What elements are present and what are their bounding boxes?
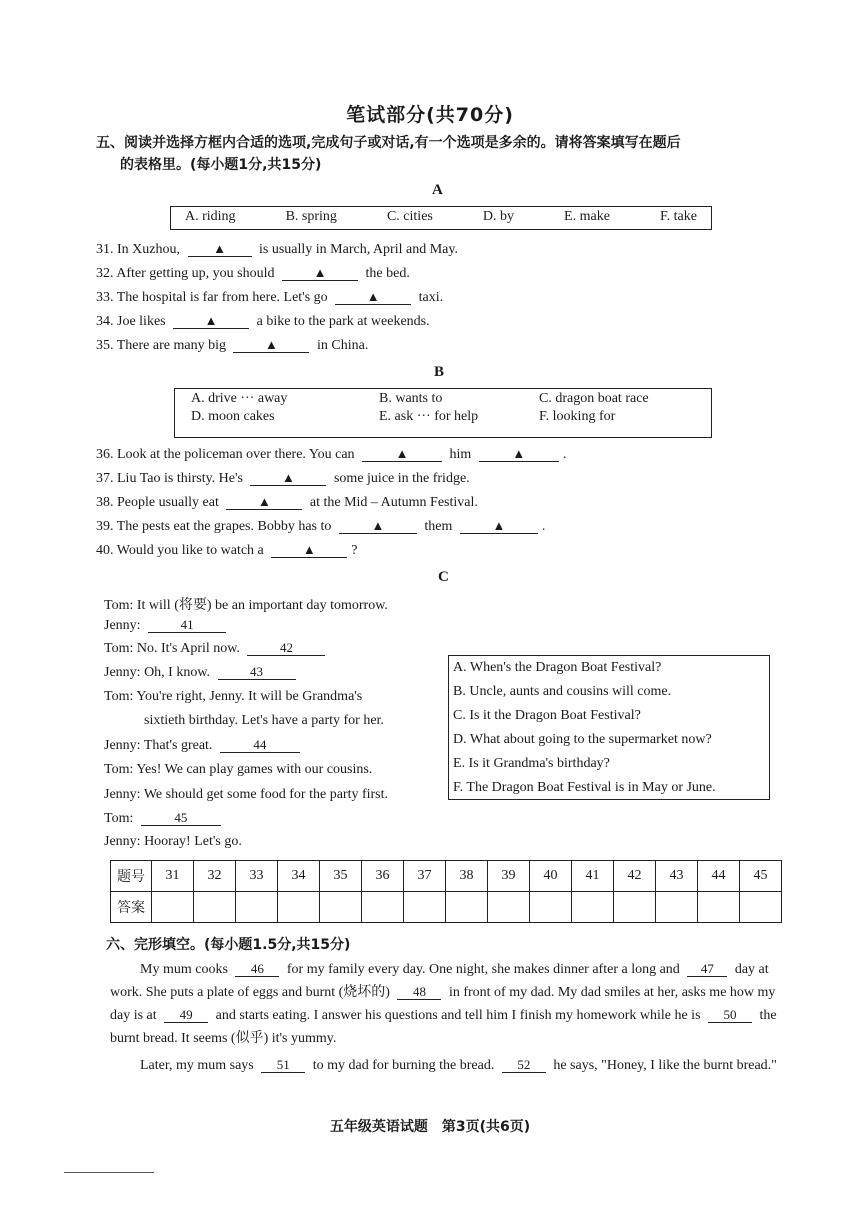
question-38 [96, 494, 478, 511]
question-text: Look at the policeman over there. You can [117, 447, 355, 462]
part-a-options-box [170, 206, 712, 230]
dialogue-line [104, 787, 388, 803]
question-number: 32. [96, 266, 114, 281]
part-c-letter: C [438, 569, 449, 585]
dialogue-line [104, 594, 388, 614]
answer-blank[interactable]: 41 [148, 617, 226, 633]
answer-blank[interactable]: 44 [220, 737, 300, 753]
question-40 [96, 542, 357, 559]
question-number: 39. [96, 519, 114, 534]
answer-blank[interactable]: ▲ [479, 446, 559, 462]
question-text: The hospital is far from here. Let's go [116, 290, 328, 305]
paragraph-text: day at work. She puts a plate of eggs and burnt (烧坏的) [110, 962, 769, 1000]
question-33 [96, 289, 443, 306]
option-e: E. ask ··· for help [379, 409, 479, 424]
answer-cell[interactable] [194, 892, 236, 923]
question-text: After getting up, you should [116, 266, 275, 281]
option-d: D. by [482, 209, 515, 224]
option-e: E. Is it Grandma's birthday? [453, 756, 610, 771]
question-number: 34. [96, 314, 114, 329]
dialogue-text: Hooray! Let's go. [144, 834, 242, 849]
question-number: 33. [96, 290, 114, 305]
speaker-label: Tom: [104, 811, 134, 826]
question-number: 31. [96, 242, 114, 257]
table-row [111, 892, 782, 923]
paragraph-text: Later, my mum says [140, 1058, 254, 1073]
question-text: Liu Tao is thirsty. He's [117, 471, 243, 486]
part-a-letter: A [432, 182, 443, 198]
part-b-letter: B [434, 364, 445, 380]
dialogue-text: That's great. [143, 738, 213, 753]
dialogue-line [104, 737, 304, 754]
speaker-label: Tom: [104, 762, 134, 777]
paragraph-text: and starts eating. I answer his questions and tell him I finish my [215, 1008, 573, 1023]
table-cell: 32 [194, 861, 236, 892]
answer-blank[interactable]: ▲ [188, 241, 252, 257]
option-f: F. The Dragon Boat Festival is in May or June. [453, 780, 716, 795]
cloze-paragraph-1 [110, 958, 794, 1050]
cloze-paragraph-2 [110, 1054, 794, 1077]
dialogue-line [104, 834, 242, 850]
table-cell: 39 [488, 861, 530, 892]
paragraph-text: he says, "Honey, I like the [553, 1058, 701, 1073]
question-text: is usually in March, April and May. [259, 242, 458, 257]
table-cell: 36 [362, 861, 404, 892]
part-c-options-box [448, 655, 770, 800]
answer-cell[interactable] [362, 892, 404, 923]
paragraph-text: to my dad for burning the bread. [312, 1058, 495, 1073]
table-cell: 43 [656, 861, 698, 892]
answer-blank[interactable]: ▲ [362, 446, 442, 462]
table-cell: 42 [614, 861, 656, 892]
answer-blank[interactable]: 51 [261, 1057, 305, 1073]
dialogue-line [104, 810, 225, 827]
dialogue-line [104, 762, 372, 778]
answer-blank[interactable]: 43 [218, 664, 296, 680]
answer-blank[interactable]: 42 [247, 640, 325, 656]
option-c: C. Is it the Dragon Boat Festival? [453, 708, 641, 723]
question-text: him [449, 447, 472, 462]
section5-instructions [96, 132, 796, 176]
question-text: Joe likes [117, 314, 166, 329]
table-header: 答案 [111, 892, 152, 923]
paragraph-text: in front of my dad. My dad smiles at [448, 985, 654, 1000]
page-title: 笔试部分(共70分) [346, 104, 514, 126]
answer-blank[interactable]: 46 [235, 961, 279, 977]
table-cell: 37 [404, 861, 446, 892]
question-text: . [562, 447, 567, 462]
table-cell: 44 [698, 861, 740, 892]
answer-blank[interactable]: ▲ [282, 265, 358, 281]
dialogue-text: Yes! We can play games with our cousins. [136, 762, 373, 777]
instr-line1: 五、阅读并选择方框内合适的选项,完成句子或对话,有一个选项是多余的。请将答案填写在题后 [96, 135, 681, 151]
table-cell: 35 [320, 861, 362, 892]
answer-blank[interactable]: ▲ [339, 518, 417, 534]
table-cell: 38 [446, 861, 488, 892]
answer-cell[interactable] [656, 892, 698, 923]
question-31 [96, 241, 458, 258]
dialogue-text: We should get some food for the party first. [143, 787, 389, 802]
option-c: C. cities [386, 209, 433, 224]
option-d: D. What about going to the supermarket now? [453, 732, 712, 747]
answer-blank[interactable]: ▲ [271, 542, 347, 558]
question-text: the bed. [365, 266, 410, 281]
option-f: F. take [659, 209, 697, 224]
table-cell: 41 [572, 861, 614, 892]
table-header: 题号 [111, 861, 152, 892]
question-32 [96, 265, 410, 282]
question-text: them [424, 519, 453, 534]
question-text: The pests eat the grapes. Bobby has to [116, 519, 332, 534]
option-c: C. dragon boat race [539, 391, 649, 406]
page-footer: 五年级英语试题 第3页(共6页) [329, 1119, 531, 1135]
question-36 [96, 446, 566, 463]
divider [64, 1172, 154, 1173]
speaker-label: Tom: [104, 689, 134, 704]
answer-cell[interactable] [236, 892, 278, 923]
paragraph-text: the burnt bread. It seems (似乎) it's yummy. [110, 1008, 777, 1046]
question-text: People usually eat [117, 495, 219, 510]
question-text: taxi. [418, 290, 444, 305]
option-d: D. moon cakes [191, 409, 275, 424]
question-text: at the Mid – Autumn Festival. [309, 495, 478, 510]
part-b-options-box [174, 388, 712, 438]
paragraph-text: for my family every day. One night, she makes dinner after a long and [286, 962, 680, 977]
speaker-label: Jenny: [104, 618, 141, 633]
answer-blank[interactable]: 50 [708, 1007, 752, 1023]
table-cell: 45 [740, 861, 782, 892]
table-cell: 34 [278, 861, 320, 892]
question-39 [96, 518, 545, 535]
question-number: 40. [96, 543, 114, 558]
answer-table [110, 860, 782, 923]
table-row [111, 861, 782, 892]
answer-blank[interactable]: ▲ [226, 494, 302, 510]
table-cell: 40 [530, 861, 572, 892]
answer-blank[interactable]: ▲ [233, 337, 309, 353]
answer-cell[interactable] [152, 892, 194, 923]
dialogue-text: Oh, I know. [144, 665, 211, 680]
answer-cell[interactable] [446, 892, 488, 923]
answer-cell[interactable] [698, 892, 740, 923]
option-f: F. looking for [539, 409, 616, 424]
dialogue-line [104, 664, 300, 681]
question-text: in China. [316, 338, 369, 353]
option-b: B. wants to [379, 391, 443, 406]
option-a: A. riding [185, 209, 236, 224]
question-number: 37. [96, 471, 114, 486]
question-number: 35. [96, 338, 114, 353]
answer-blank[interactable]: 48 [397, 984, 441, 1000]
paragraph-text: burnt bread." [703, 1058, 777, 1073]
question-text: Would you like to watch a [116, 543, 264, 558]
table-cell: 31 [152, 861, 194, 892]
question-number: 38. [96, 495, 114, 510]
speaker-label: Tom: [104, 598, 134, 613]
question-text: a bike to the park at weekends. [256, 314, 430, 329]
answer-cell[interactable] [404, 892, 446, 923]
paragraph-text: homework while he is [576, 1008, 701, 1023]
option-b: B. spring [285, 209, 337, 224]
answer-cell[interactable] [740, 892, 782, 923]
question-text: . [541, 519, 546, 534]
speaker-label: Jenny: [104, 665, 141, 680]
speaker-label: Tom: [104, 641, 134, 656]
answer-blank[interactable]: ▲ [173, 313, 249, 329]
question-text: some juice in the fridge. [333, 471, 470, 486]
dialogue-line [104, 689, 362, 705]
table-cell: 33 [236, 861, 278, 892]
answer-blank[interactable]: 52 [502, 1057, 546, 1073]
dialogue-text: No. It's April now. [136, 641, 240, 656]
dialogue-line [104, 617, 230, 634]
answer-blank[interactable]: 45 [141, 810, 221, 826]
dialogue-line [144, 713, 384, 729]
option-e: E. make [564, 209, 610, 224]
question-text: ? [351, 543, 358, 558]
section6-heading: 六、完形填空。(每小题1.5分,共15分) [106, 937, 351, 953]
option-b: B. Uncle, aunts and cousins will come. [453, 684, 672, 699]
answer-cell[interactable] [530, 892, 572, 923]
answer-blank[interactable]: ▲ [250, 470, 326, 486]
question-text: There are many big [116, 338, 226, 353]
question-34 [96, 313, 430, 330]
answer-cell[interactable] [278, 892, 320, 923]
paragraph-text: her, asks me how my day is at [110, 985, 776, 1023]
dialogue-text: It will (将要) be an important day tomorrow. [136, 598, 388, 613]
answer-cell[interactable] [572, 892, 614, 923]
question-text: In Xuzhou, [117, 242, 180, 257]
answer-cell[interactable] [614, 892, 656, 923]
answer-blank[interactable]: 49 [164, 1007, 208, 1023]
question-37 [96, 470, 470, 487]
question-number: 36. [96, 447, 114, 462]
answer-blank[interactable]: ▲ [335, 289, 411, 305]
instr-line2: 的表格里。(每小题1分,共15分) [120, 157, 322, 173]
dialogue-text: You're right, Jenny. It will be Grandma's [136, 689, 363, 704]
answer-blank[interactable]: ▲ [460, 518, 538, 534]
option-a: A. When's the Dragon Boat Festival? [453, 660, 662, 675]
option-a: A. drive ··· away [191, 391, 288, 406]
question-35 [96, 337, 368, 354]
paragraph-text: My mum cooks [140, 962, 228, 977]
speaker-label: Jenny: [104, 834, 141, 849]
dialogue-line [104, 640, 329, 657]
answer-blank[interactable]: 47 [687, 961, 727, 977]
answer-cell[interactable] [320, 892, 362, 923]
speaker-label: Jenny: [104, 738, 141, 753]
dialogue-text: sixtieth birthday. Let's have a party for her. [144, 713, 384, 728]
answer-cell[interactable] [488, 892, 530, 923]
speaker-label: Jenny: [104, 787, 141, 802]
